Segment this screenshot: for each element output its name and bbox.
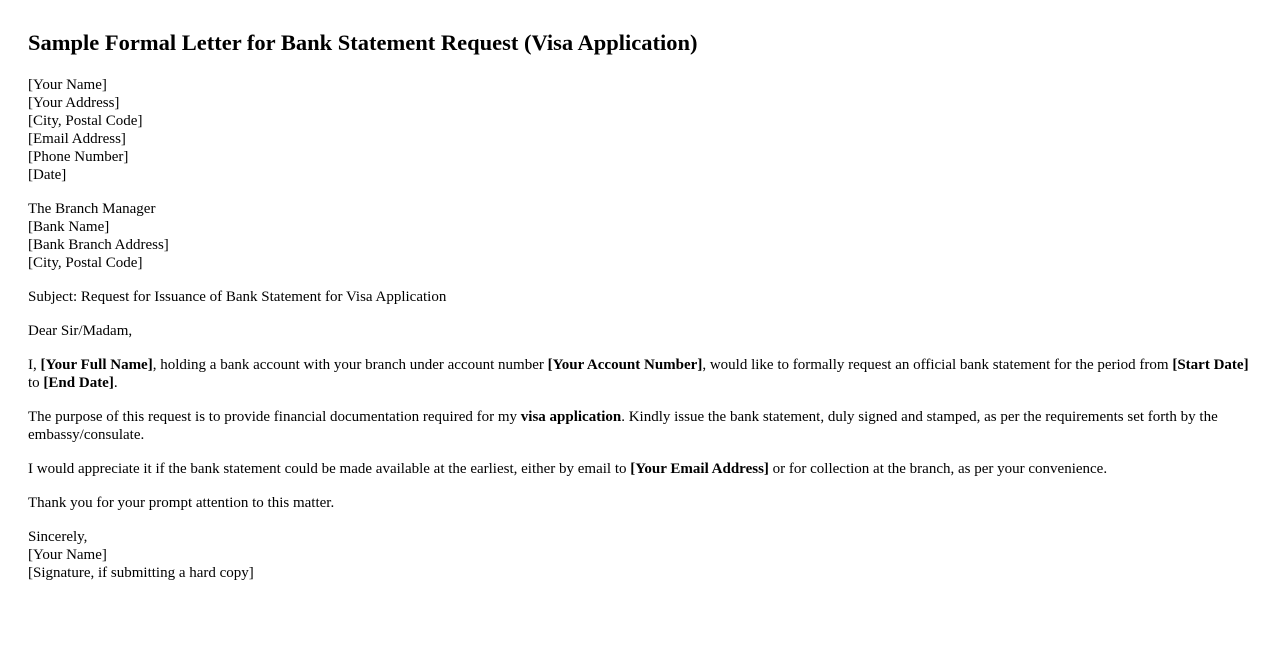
placeholder-end-date: [End Date] — [43, 375, 114, 391]
closing-block — [28, 528, 1250, 582]
body-paragraph-thanks: Thank you for your prompt attention to this matter. — [28, 495, 335, 511]
body-paragraph-request — [28, 356, 1250, 392]
closing-signature: [Signature, if submitting a hard copy] — [28, 565, 254, 581]
recipient-branch-address: [Bank Branch Address] — [28, 237, 169, 253]
letter-date: [Date] — [28, 167, 67, 183]
text-segment: to — [28, 375, 44, 391]
text-segment: . — [113, 375, 118, 391]
subject-line: Subject: Request for Issuance of Bank Statement for Visa Application — [28, 289, 447, 305]
text-segment: . Kindly issue the bank statement, duly signed and stamped, as per the requirements set forth by the embassy/consulate. — [28, 409, 1218, 443]
closing-name: [Your Name] — [28, 547, 107, 563]
text-segment: The purpose of this request is to provide financial documentation required for my — [28, 409, 521, 425]
placeholder-account-number: [Your Account Number] — [547, 357, 703, 373]
sender-address-block — [28, 76, 1250, 184]
closing-sincerely: Sincerely, — [28, 529, 88, 545]
text-segment: or for collection at the branch, as per your convenience. — [768, 461, 1108, 477]
sender-city-postal: [City, Postal Code] — [28, 113, 143, 129]
sender-email: [Email Address] — [28, 131, 126, 147]
recipient-address-block — [28, 200, 1250, 272]
placeholder-start-date: [Start Date] — [1172, 357, 1249, 373]
emphasis-visa-application: visa application — [520, 409, 622, 425]
recipient-title: The Branch Manager — [28, 201, 156, 217]
text-segment: I would appreciate it if the bank statement could be made available at the earliest, either by email to — [28, 461, 631, 477]
page-title: Sample Formal Letter for Bank Statement Request (Visa Application) — [28, 30, 698, 55]
text-segment: , holding a bank account with your branch under account number — [152, 357, 548, 373]
text-segment: , would like to formally request an official bank statement for the period from — [702, 357, 1173, 373]
sender-name: [Your Name] — [28, 77, 107, 93]
sender-phone: [Phone Number] — [28, 149, 129, 165]
body-paragraph-delivery — [28, 460, 1250, 478]
text-segment: I, — [28, 357, 41, 373]
sender-address: [Your Address] — [28, 95, 120, 111]
placeholder-email-address: [Your Email Address] — [630, 461, 769, 477]
recipient-bank-name: [Bank Name] — [28, 219, 110, 235]
salutation: Dear Sir/Madam, — [28, 323, 133, 339]
body-paragraph-purpose — [28, 408, 1250, 444]
placeholder-full-name: [Your Full Name] — [40, 357, 153, 373]
recipient-city-postal: [City, Postal Code] — [28, 255, 143, 271]
